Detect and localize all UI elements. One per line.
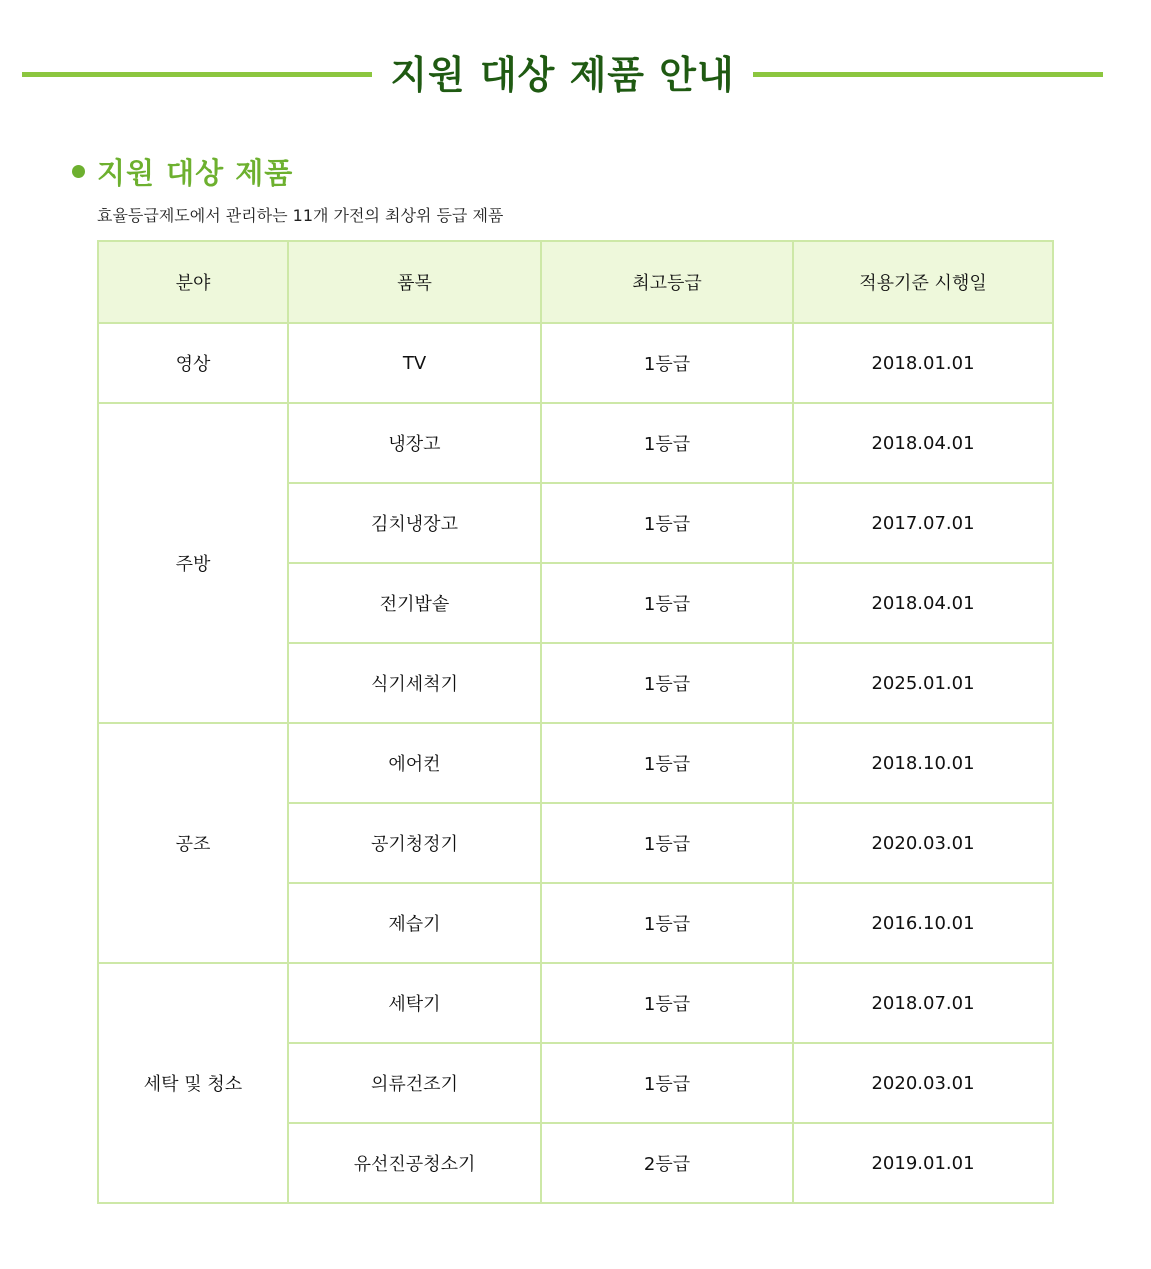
date-cell: 2018.04.01 bbox=[793, 563, 1053, 643]
table-body bbox=[98, 323, 1053, 1203]
table-row bbox=[98, 723, 1053, 803]
header-date: 적용기준 시행일 bbox=[793, 241, 1053, 323]
bullet-dot-icon bbox=[72, 165, 85, 178]
product-cell: 식기세척기 bbox=[288, 643, 541, 723]
grade-cell: 1등급 bbox=[541, 643, 793, 723]
product-cell: 공기청정기 bbox=[288, 803, 541, 883]
product-cell: 의류건조기 bbox=[288, 1043, 541, 1123]
date-cell: 2020.03.01 bbox=[793, 803, 1053, 883]
section-heading bbox=[72, 148, 293, 194]
header-field: 분야 bbox=[98, 241, 288, 323]
grade-cell: 1등급 bbox=[541, 883, 793, 963]
title-divider-right bbox=[753, 72, 1103, 77]
product-cell: 김치냉장고 bbox=[288, 483, 541, 563]
grade-cell: 1등급 bbox=[541, 723, 793, 803]
date-cell: 2025.01.01 bbox=[793, 643, 1053, 723]
product-cell: 전기밥솥 bbox=[288, 563, 541, 643]
table-row bbox=[98, 403, 1053, 483]
grade-cell: 1등급 bbox=[541, 403, 793, 483]
section-title: 지원 대상 제품 bbox=[97, 155, 294, 190]
grade-cell: 1등급 bbox=[541, 963, 793, 1043]
product-cell: 냉장고 bbox=[288, 403, 541, 483]
date-cell: 2018.04.01 bbox=[793, 403, 1053, 483]
date-cell: 2018.10.01 bbox=[793, 723, 1053, 803]
grade-cell: 1등급 bbox=[541, 323, 793, 403]
grade-cell: 1등급 bbox=[541, 483, 793, 563]
date-cell: 2016.10.01 bbox=[793, 883, 1053, 963]
product-cell: 세탁기 bbox=[288, 963, 541, 1043]
table-row bbox=[98, 323, 1053, 403]
grade-cell: 1등급 bbox=[541, 563, 793, 643]
field-cell: 세탁 및 청소 bbox=[98, 963, 288, 1203]
product-cell: 제습기 bbox=[288, 883, 541, 963]
field-cell: 공조 bbox=[98, 723, 288, 963]
title-divider-left bbox=[22, 72, 372, 77]
header-grade: 최고등급 bbox=[541, 241, 793, 323]
product-cell: TV bbox=[288, 323, 541, 403]
products-table bbox=[97, 240, 1054, 1204]
grade-cell: 1등급 bbox=[541, 1043, 793, 1123]
header-product: 품목 bbox=[288, 241, 541, 323]
field-cell: 주방 bbox=[98, 403, 288, 723]
table-row bbox=[98, 963, 1053, 1043]
section-description: 효율등급제도에서 관리하는 11개 가전의 최상위 등급 제품 bbox=[97, 206, 504, 225]
date-cell: 2017.07.01 bbox=[793, 483, 1053, 563]
grade-cell: 2등급 bbox=[541, 1123, 793, 1203]
grade-cell: 1등급 bbox=[541, 803, 793, 883]
product-cell: 유선진공청소기 bbox=[288, 1123, 541, 1203]
date-cell: 2018.07.01 bbox=[793, 963, 1053, 1043]
date-cell: 2018.01.01 bbox=[793, 323, 1053, 403]
product-cell: 에어컨 bbox=[288, 723, 541, 803]
page-title: 지원 대상 제품 안내 bbox=[390, 53, 735, 97]
table-header-row bbox=[98, 241, 1053, 323]
date-cell: 2020.03.01 bbox=[793, 1043, 1053, 1123]
page-title-row bbox=[0, 40, 1151, 110]
table-header bbox=[98, 241, 1053, 323]
field-cell: 영상 bbox=[98, 323, 288, 403]
date-cell: 2019.01.01 bbox=[793, 1123, 1053, 1203]
